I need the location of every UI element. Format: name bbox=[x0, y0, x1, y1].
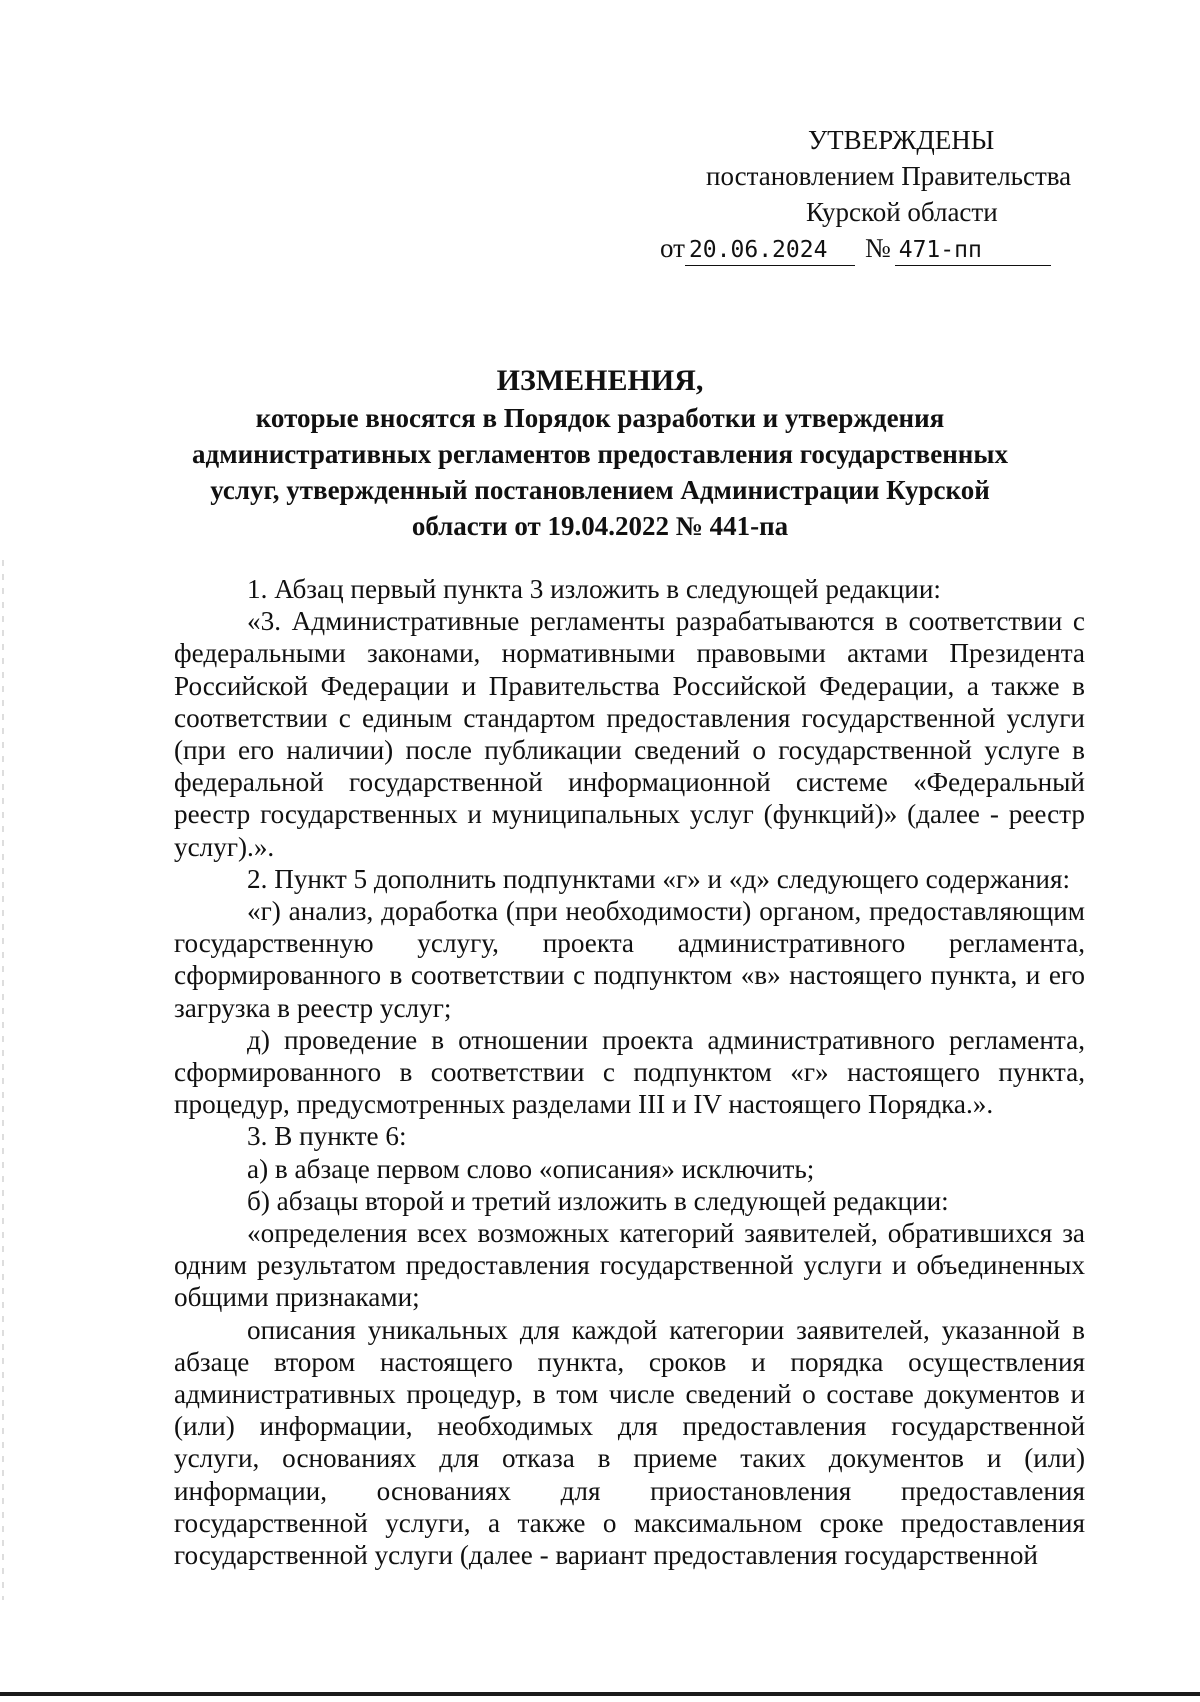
title-line-4: области от 19.04.2022 № 441-па bbox=[411, 511, 789, 541]
paragraph-3: 2. Пункт 5 дополнить подпунктами «г» и «д» следующего содержания: bbox=[247, 863, 1071, 894]
paragraph-8: б) абзацы второй и третий изложить в следующей редакции: bbox=[247, 1185, 949, 1216]
date-prefix: от bbox=[660, 233, 685, 263]
document-title bbox=[130, 362, 1070, 544]
paragraph-9: «определения всех возможных категорий заявителей, обратившихся за одним результатом предоставления государственной услуги и объединенных общими признаками; bbox=[174, 1218, 1085, 1313]
scan-edge-artifact bbox=[2, 560, 4, 1600]
approval-block bbox=[560, 122, 1090, 266]
approval-resolution-line: постановлением Правительства bbox=[706, 161, 1072, 191]
paragraph-7: а) в абзаце первом слово «описания» исключить; bbox=[247, 1153, 815, 1184]
paragraph-2: «3. Административные регламенты разрабатываются в соответствии с федеральными законами, нормативными правовыми актами Президента Российской Федерации и Правительства Российской Федерации, а также в соответствии с единым стандартом предоставления государственной услуги (при его наличии) после публикации сведений о государственной услуге в федеральной государственной информационной системе «Федеральный реестр государственных и муниципальных услуг (функций)» (далее - реестр услуг).». bbox=[174, 606, 1085, 862]
approval-region-line: Курской области bbox=[806, 197, 998, 227]
paragraph-1: 1. Абзац первый пункта 3 изложить в следующей редакции: bbox=[247, 574, 941, 604]
approval-heading: УТВЕРЖДЕНЫ bbox=[808, 125, 995, 155]
approval-date-number-line bbox=[560, 230, 1090, 266]
paragraph-10: описания уникальных для каждой категории заявителей, указанной в абзаце втором настоящего пункта, сроков и порядка осуществления административных процедур, в том числе сведений о составе документов и (или) информации, необходимых для предоставления государственной услуги, основаниях для отказа в приеме таких документов и (или) информации, основаниях для приостановления предоставления государственной услуги, а также о максимальном сроке предоставления государственной услуги (далее - вариант предоставления государственной bbox=[174, 1314, 1085, 1571]
date-value: 20.06.2024 bbox=[685, 235, 855, 266]
title-line-2: административных регламентов предоставления государственных bbox=[192, 439, 1008, 469]
title-main: ИЗМЕНЕНИЯ, bbox=[496, 364, 704, 397]
paragraph-4: «г) анализ, доработка (при необходимости) органом, предоставляющим государственную услугу, проекта административного регламента, сформированного в соответствии с подпунктом «в» настоящего пункта, и его загрузка в реестр услуг; bbox=[174, 896, 1085, 1023]
number-sign: № bbox=[864, 233, 891, 263]
title-line-1: которые вносятся в Порядок разработки и утверждения bbox=[255, 403, 945, 433]
paragraph-6: 3. В пункте 6: bbox=[247, 1121, 407, 1152]
number-value: 471-пп bbox=[895, 235, 1051, 266]
title-line-3: услуг, утвержденный постановлением Администрации Курской bbox=[210, 475, 990, 505]
page-bottom-edge bbox=[0, 1692, 1200, 1696]
document-body bbox=[174, 573, 1085, 1571]
paragraph-5: д) проведение в отношении проекта административного регламента, сформированного в соответствии с подпунктом «г» настоящего пункта, процедур, предусмотренных разделами III и IV настоящего Порядка.». bbox=[174, 1024, 1085, 1120]
